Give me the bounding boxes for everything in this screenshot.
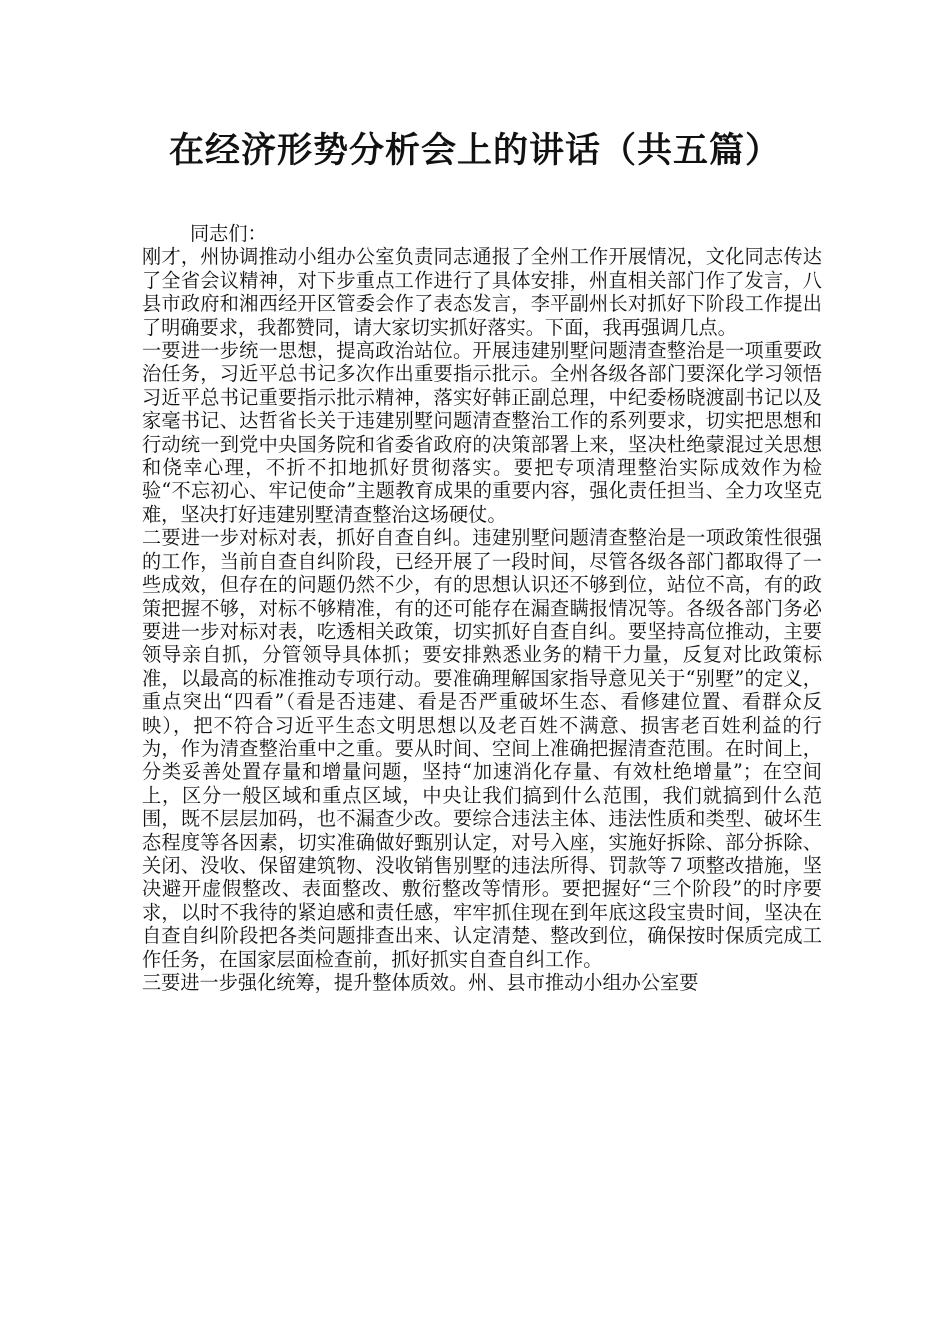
paragraph-point-three: 三要进一步强化统筹，提升整体质效。州、县市推动小组办公室要 bbox=[142, 971, 699, 994]
salutation: 同志们： bbox=[190, 222, 267, 245]
paragraph-point-two: 二要进一步对标对表，抓好自查自纠。违建别墅问题清查整治是一项政策性很强的工作，当前自查自纠阶段，已经开展了一段时间，尽管各级各部门都取得了一些成效，但存在的问题仍然不少，有的思想认识还不够到位，站位不高，有的政策把握不够，对标不够精准，有的还可能存在漏查瞒报情况等。各级各部门务必要进一步对标对表，吃透相关政策，切实抓好自查自纠。要坚持高位推动，主要领导亲自抓，分管领导具体抓；要安排熟悉业务的精干力量，反复对比政策标准，以最高的标准推动专项行动。要准确理解国家指导意见关于“别墅”的定义，重点突出“四看”（看是否违建、看是否严重破坏生态、看修建位置、看群众反映），把不符合习近平生态文明思想以及老百姓不满意、损害老百姓利益的行为，作为清查整治重中之重。要从时间、空间上准确把握清查范围。在时间上，分类妥善处置存量和增量问题，坚持“加速消化存量、有效杜绝增量”；在空间上，区分一般区域和重点区域，中央让我们搞到什么范围，我们就搞到什么范围，既不层层加码，也不漏查少改。要综合违法主体、违法性质和类型、破坏生态程度等各因素，切实准确做好甄别认定，对号入座，实施好拆除、部分拆除、关闭、没收、保留建筑物、没收销售别墅的违法所得、罚款等７项整改措施，坚决避开虚假整改、表面整改、敷衍整改等情形。要把握好“三个阶段”的时序要求，以时不我待的紧迫感和责任感，牢牢抓住现在到年底这段宝贵时间，坚决在自查自纠阶段把各类问题排查出来、认定清楚、整改到位，确保按时保质完成工作任务，在国家层面检查前，抓好抓实自查自纠工作。 bbox=[142, 526, 822, 971]
paragraph-opening: 刚才，州协调推动小组办公室负责同志通报了全州工作开展情况，文化同志传达了全省会议精神，对下步重点工作进行了具体安排，州直相关部门作了发言，八县市政府和湘西经开区管委会作了表态发言，李平副州长对抓好下阶段工作提出了明确要求，我都赞同，请大家切实抓好落实。下面，我再强调几点。 bbox=[142, 245, 822, 339]
document-body bbox=[142, 222, 822, 994]
document-title: 在经济形势分析会上的讲话（共五篇） bbox=[168, 131, 781, 171]
paragraph-point-one: 一要进一步统一思想，提高政治站位。开展违建别墅问题清查整治是一项重要政治任务，习近平总书记多次作出重要指示批示。全州各级各部门要深化学习领悟习近平总书记重要指示批示精神，落实好韩正副总理，中纪委杨晓渡副书记以及家毫书记、达哲省长关于违建别墅问题清查整治工作的系列要求，切实把思想和行动统一到党中央国务院和省委省政府的决策部署上来，坚决杜绝蒙混过关思想和侥幸心理，不折不扣地抓好贯彻落实。要把专项清理整治实际成效作为检验“不忘初心、牢记使命”主题教育成果的重要内容，强化责任担当、全力攻坚克难，坚决打好违建别墅清查整治这场硬仗。 bbox=[142, 339, 822, 526]
